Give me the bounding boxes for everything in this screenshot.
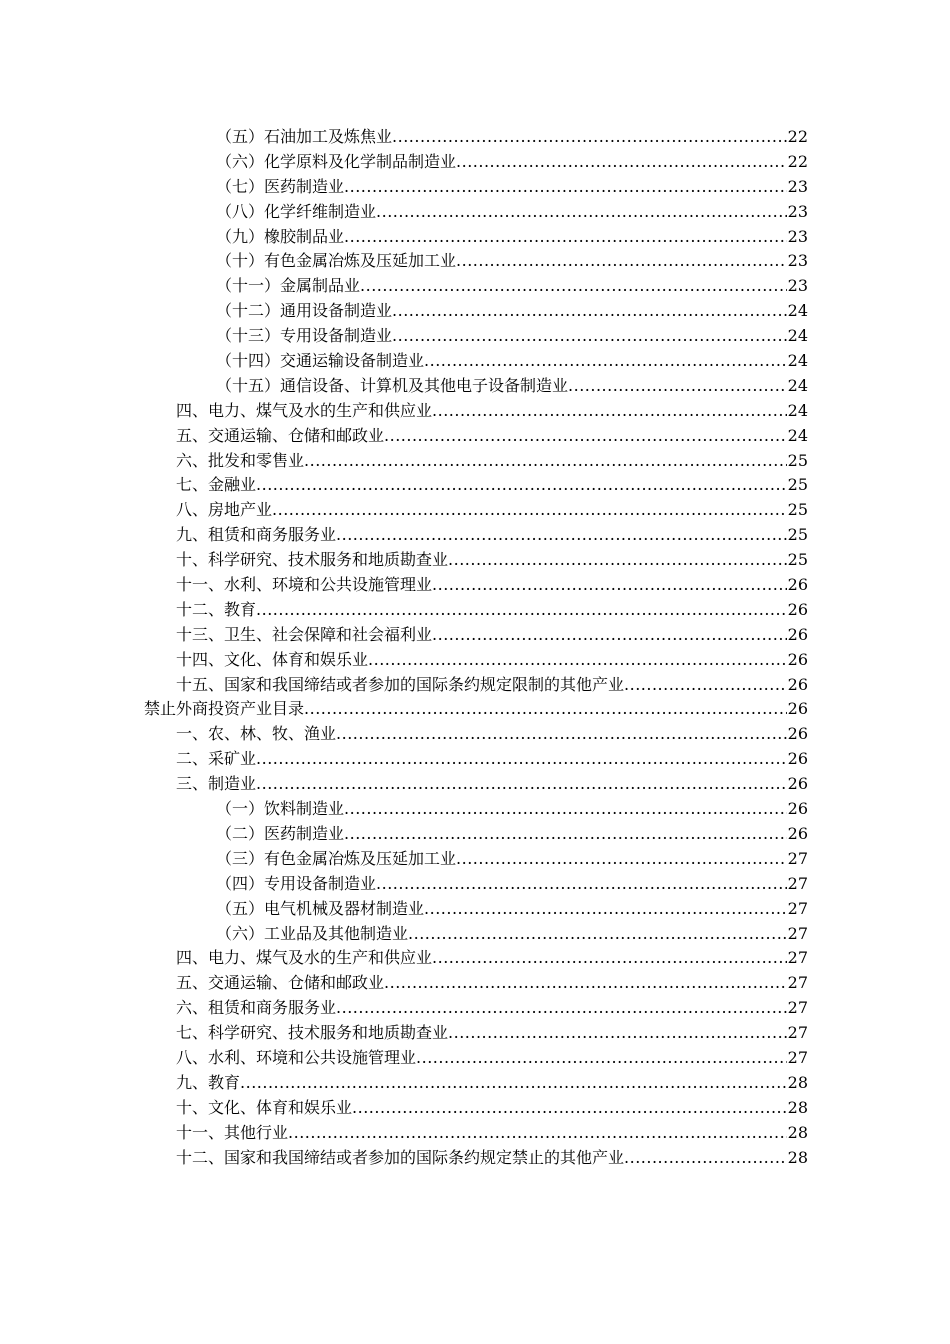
toc-entry[interactable]	[144, 449, 808, 474]
toc-dot-leader	[376, 872, 787, 897]
toc-entry-title: 九、教育	[176, 1072, 241, 1092]
toc-entry-page-number: 27	[787, 948, 808, 968]
toc-entry-page-number: 26	[787, 749, 808, 769]
toc-dot-leader	[384, 971, 787, 996]
toc-entry[interactable]	[144, 772, 808, 797]
toc-entry-title: 三、制造业	[176, 774, 257, 794]
toc-entry[interactable]	[144, 473, 808, 498]
toc-dot-leader	[392, 125, 787, 150]
toc-entry[interactable]	[144, 150, 808, 175]
toc-entry[interactable]	[144, 274, 808, 299]
toc-entry-page-number: 28	[787, 1147, 808, 1167]
toc-entry[interactable]	[144, 573, 808, 598]
toc-dot-leader	[240, 1071, 787, 1096]
toc-dot-leader	[352, 1096, 787, 1121]
toc-entry-page-number: 24	[787, 400, 808, 420]
toc-entry-title: 五、交通运输、仓储和邮政业	[176, 973, 385, 993]
toc-entry-title: 七、金融业	[176, 475, 257, 495]
toc-entry-page-number: 23	[787, 226, 808, 246]
toc-entry[interactable]	[144, 225, 808, 250]
toc-entry-page-number: 28	[787, 1072, 808, 1092]
toc-dot-leader	[256, 598, 787, 623]
toc-entry-page-number: 23	[787, 201, 808, 221]
toc-entry-page-number: 26	[787, 724, 808, 744]
toc-entry-title: （六）化学原料及化学制品制造业	[216, 151, 457, 171]
toc-entry-page-number: 27	[787, 998, 808, 1018]
toc-entry[interactable]	[144, 971, 808, 996]
toc-entry-title: 八、房地产业	[176, 500, 273, 520]
toc-entry[interactable]	[144, 872, 808, 897]
toc-entry-title: （七）医药制造业	[216, 176, 345, 196]
toc-dot-leader	[336, 523, 787, 548]
toc-dot-leader	[392, 299, 787, 324]
toc-dot-leader	[272, 498, 787, 523]
toc-dot-leader	[336, 722, 787, 747]
toc-dot-leader	[424, 897, 787, 922]
toc-entry-title: （八）化学纤维制造业	[216, 201, 377, 221]
toc-entry[interactable]	[144, 897, 808, 922]
toc-entry-page-number: 27	[787, 848, 808, 868]
toc-dot-leader	[384, 424, 787, 449]
toc-entry-title: （十一）金属制品业	[216, 276, 361, 296]
toc-entry[interactable]	[144, 747, 808, 772]
toc-dot-leader	[304, 697, 787, 722]
toc-entry-title: 九、租赁和商务服务业	[176, 525, 337, 545]
toc-entry[interactable]	[144, 922, 808, 947]
toc-entry-page-number: 24	[787, 425, 808, 445]
toc-entry-page-number: 26	[787, 624, 808, 644]
toc-entry-page-number: 27	[787, 973, 808, 993]
toc-entry-page-number: 25	[787, 450, 808, 470]
toc-entry-page-number: 28	[787, 1122, 808, 1142]
toc-entry-title: （十五）通信设备、计算机及其他电子设备制造业	[216, 375, 569, 395]
toc-entry-page-number: 23	[787, 176, 808, 196]
toc-entry-title: （十二）通用设备制造业	[216, 301, 393, 321]
toc-dot-leader	[424, 349, 787, 374]
toc-entry-title: 六、租赁和商务服务业	[176, 998, 337, 1018]
toc-dot-leader	[368, 648, 787, 673]
toc-entry[interactable]	[144, 175, 808, 200]
toc-entry-page-number: 26	[787, 823, 808, 843]
toc-entry[interactable]	[144, 697, 808, 722]
toc-entry-title: 十二、教育	[176, 599, 257, 619]
toc-entry-title: 十一、水利、环境和公共设施管理业	[176, 575, 433, 595]
toc-entry-page-number: 25	[787, 475, 808, 495]
toc-entry-page-number: 27	[787, 898, 808, 918]
toc-entry-page-number: 25	[787, 525, 808, 545]
toc-entry[interactable]	[144, 996, 808, 1021]
toc-dot-leader	[344, 822, 787, 847]
toc-dot-leader	[360, 274, 787, 299]
toc-entry-title: 十五、国家和我国缔结或者参加的国际条约规定限制的其他产业	[176, 674, 625, 694]
toc-dot-leader	[432, 399, 787, 424]
toc-entry[interactable]	[144, 1071, 808, 1096]
toc-entry-title: （十三）专用设备制造业	[216, 326, 393, 346]
toc-dot-leader	[456, 150, 787, 175]
toc-entry[interactable]	[144, 349, 808, 374]
toc-entry-page-number: 27	[787, 923, 808, 943]
toc-entry-title: 二、采矿业	[176, 749, 257, 769]
toc-entry-title: （三）有色金属冶炼及压延加工业	[216, 848, 457, 868]
toc-entry[interactable]	[144, 598, 808, 623]
toc-entry[interactable]	[144, 1146, 808, 1171]
toc-dot-leader	[432, 573, 787, 598]
toc-entry[interactable]	[144, 299, 808, 324]
toc-dot-leader	[344, 225, 787, 250]
toc-entry-page-number: 25	[787, 550, 808, 570]
toc-dot-leader	[336, 996, 787, 1021]
toc-entry-page-number: 27	[787, 1023, 808, 1043]
toc-entry-title: （十）有色金属冶炼及压延加工业	[216, 251, 457, 271]
toc-entry-title: 十一、其他行业	[176, 1122, 289, 1142]
toc-dot-leader	[624, 1146, 787, 1171]
toc-entry[interactable]	[144, 399, 808, 424]
toc-entry-page-number: 26	[787, 799, 808, 819]
toc-entry-page-number: 26	[787, 575, 808, 595]
toc-entry-page-number: 27	[787, 1047, 808, 1067]
toc-entry-title: 四、电力、煤气及水的生产和供应业	[176, 948, 433, 968]
toc-entry-page-number: 22	[787, 127, 808, 146]
toc-entry-page-number: 28	[787, 1097, 808, 1117]
toc-entry[interactable]	[144, 1021, 808, 1046]
toc-entry[interactable]	[144, 673, 808, 698]
toc-entry[interactable]	[144, 125, 808, 150]
toc-dot-leader	[288, 1121, 787, 1146]
toc-entry[interactable]	[144, 1121, 808, 1146]
toc-entry-title: 禁止外商投资产业目录	[144, 699, 305, 719]
toc-entry-title: 五、交通运输、仓储和邮政业	[176, 425, 385, 445]
toc-entry[interactable]	[144, 847, 808, 872]
toc-dot-leader	[376, 200, 787, 225]
toc-entry[interactable]	[144, 324, 808, 349]
toc-entry-page-number: 23	[787, 276, 808, 296]
toc-dot-leader	[448, 1021, 787, 1046]
toc-entry-title: 六、批发和零售业	[176, 450, 305, 470]
toc-entry[interactable]	[144, 548, 808, 573]
toc-entry-title: 四、电力、煤气及水的生产和供应业	[176, 400, 433, 420]
toc-dot-leader	[256, 473, 787, 498]
toc-dot-leader	[624, 673, 787, 698]
toc-entry-page-number: 22	[787, 151, 808, 171]
toc-entry-page-number: 26	[787, 649, 808, 669]
toc-dot-leader	[392, 324, 787, 349]
toc-entry-page-number: 26	[787, 774, 808, 794]
toc-entry[interactable]	[144, 498, 808, 523]
toc-entry-page-number: 24	[787, 351, 808, 371]
toc-entry[interactable]	[144, 200, 808, 225]
toc-entry[interactable]	[144, 946, 808, 971]
toc-dot-leader	[432, 623, 787, 648]
toc-entry-title: （六）工业品及其他制造业	[216, 923, 409, 943]
toc-dot-leader	[344, 797, 787, 822]
toc-dot-leader	[568, 374, 787, 399]
toc-dot-leader	[408, 922, 787, 947]
toc-entry[interactable]	[144, 797, 808, 822]
toc-entry[interactable]	[144, 523, 808, 548]
toc-entry-title: 十三、卫生、社会保障和社会福利业	[176, 624, 433, 644]
toc-entry-title: （五）电气机械及器材制造业	[216, 898, 425, 918]
toc-entry[interactable]	[144, 1046, 808, 1071]
toc-entry-title: 八、水利、环境和公共设施管理业	[176, 1047, 417, 1067]
toc-entry[interactable]	[144, 722, 808, 747]
toc-dot-leader	[416, 1046, 787, 1071]
toc-entry-page-number: 24	[787, 326, 808, 346]
toc-dot-leader	[432, 946, 787, 971]
toc-entry-page-number: 26	[787, 599, 808, 619]
toc-dot-leader	[344, 175, 787, 200]
toc-entry-title: 十、文化、体育和娱乐业	[176, 1097, 353, 1117]
toc-entry-page-number: 26	[787, 699, 808, 719]
toc-dot-leader	[448, 548, 787, 573]
toc-dot-leader	[256, 772, 787, 797]
toc-dot-leader	[256, 747, 787, 772]
toc-entry-title: 十、科学研究、技术服务和地质勘查业	[176, 550, 449, 570]
toc-entry-title: （五）石油加工及炼焦业	[216, 127, 393, 146]
toc-dot-leader	[456, 847, 787, 872]
toc-entry[interactable]	[144, 249, 808, 274]
toc-entry-title: 十四、文化、体育和娱乐业	[176, 649, 369, 669]
toc-entry-title: （九）橡胶制品业	[216, 226, 345, 246]
toc-entry[interactable]	[144, 374, 808, 399]
toc-entry[interactable]	[144, 1096, 808, 1121]
toc-entry[interactable]	[144, 424, 808, 449]
toc-entry-title: （一）饮料制造业	[216, 799, 345, 819]
toc-entry-page-number: 26	[787, 674, 808, 694]
toc-entry[interactable]	[144, 648, 808, 673]
toc-dot-leader	[456, 249, 787, 274]
toc-entry[interactable]	[144, 623, 808, 648]
toc-entry[interactable]	[144, 822, 808, 847]
toc-entry-title: 七、科学研究、技术服务和地质勘查业	[176, 1023, 449, 1043]
toc-entry-page-number: 24	[787, 301, 808, 321]
toc-entry-title: （二）医药制造业	[216, 823, 345, 843]
toc-entry-title: 一、农、林、牧、渔业	[176, 724, 337, 744]
toc-entry-title: （十四）交通运输设备制造业	[216, 351, 425, 371]
toc-entry-page-number: 25	[787, 500, 808, 520]
toc-entry-page-number: 27	[787, 873, 808, 893]
toc-dot-leader	[304, 449, 787, 474]
toc-entry-title: 十二、国家和我国缔结或者参加的国际条约规定禁止的其他产业	[176, 1147, 625, 1167]
table-of-contents	[144, 125, 808, 1170]
toc-entry-page-number: 23	[787, 251, 808, 271]
toc-entry-title: （四）专用设备制造业	[216, 873, 377, 893]
toc-entry-page-number: 24	[787, 375, 808, 395]
